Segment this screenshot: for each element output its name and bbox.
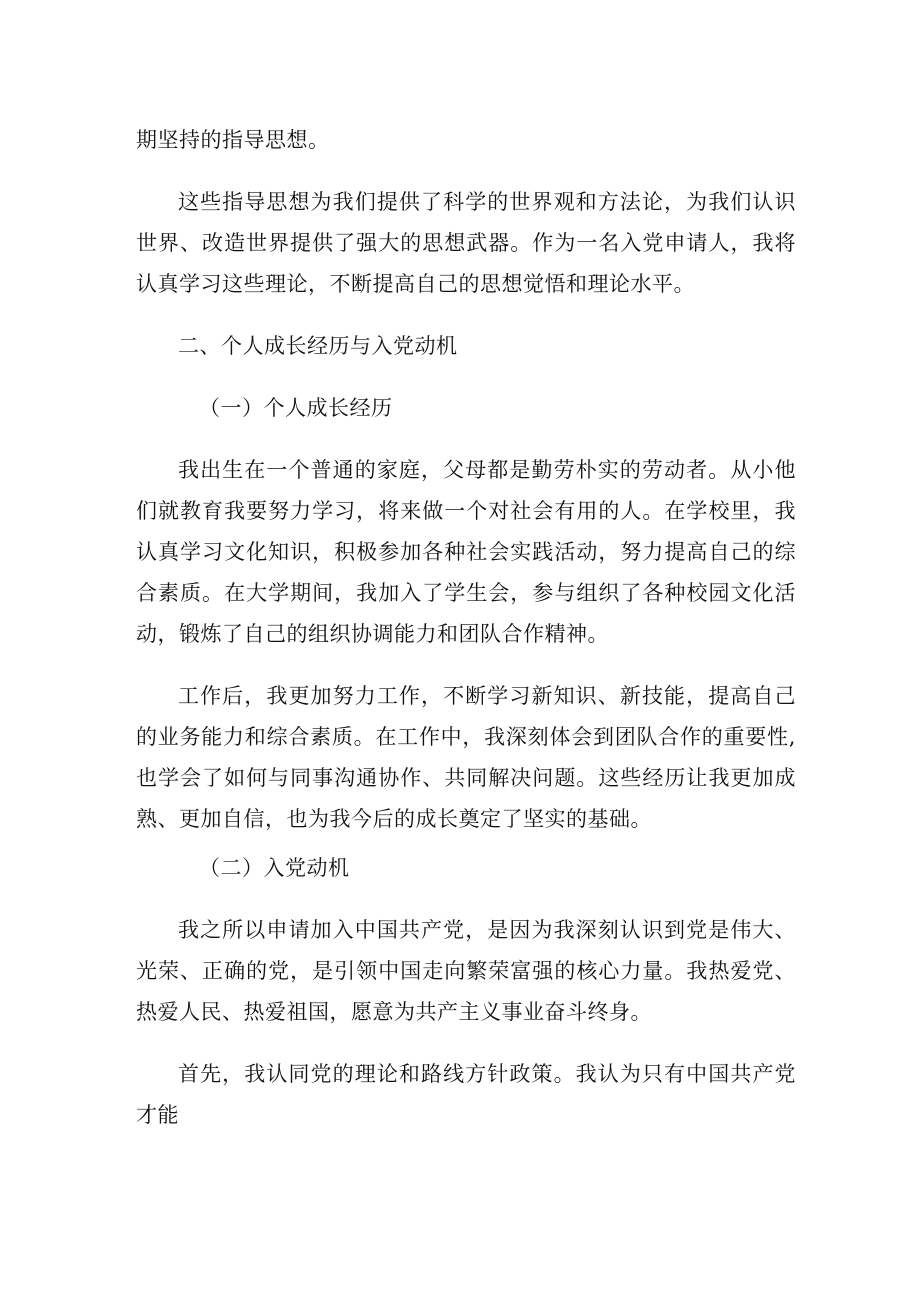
subsection-heading-growth: （一）个人成长经历 <box>199 396 393 420</box>
document-body <box>136 120 796 1157</box>
paragraph-work: 工作后，我更加努力工作，不断学习新知识、新技能，提高自己的业务能力和综合素质。在工作中，我深刻体会到团队合作的重要性,也学会了如何与同事沟通协作、共同解决问题。这些经历让我更加成熟、更加自信，也为我今后的成长奠定了坚实的基础。 <box>136 684 796 831</box>
subsection-heading-motivation: （二）入党动机 <box>199 856 350 880</box>
paragraph-first-reason: 首先，我认同党的理论和路线方针政策。我认为只有中国共产党才能 <box>136 1062 796 1127</box>
paragraph-motivation: 我之所以申请加入中国共产党，是因为我深刻认识到党是伟大、光荣、正确的党，是引领中国走向繁荣富强的核心力量。我热爱党、热爱人民、热爱祖国，愿意为共产主义事业奋斗终身。 <box>136 918 796 1024</box>
paragraph-continued: 期坚持的指导思想。 <box>136 128 330 152</box>
section-heading: 二、个人成长经历与入党动机 <box>178 334 458 358</box>
paragraph-guiding-thought: 这些指导思想为我们提供了科学的世界观和方法论，为我们认识世界、改造世界提供了强大的思想武器。作为一名入党申请人，我将认真学习这些理论，不断提高自己的思想觉悟和理论水平。 <box>136 190 796 296</box>
paragraph-family-school: 我出生在一个普通的家庭，父母都是勤劳朴实的劳动者。从小他们就教育我要努力学习，将来做一个对社会有用的人。在学校里，我认真学习文化知识，积极参加各种社会实践活动，努力提高自己的综合素质。在大学期间，我加入了学生会，参与组织了各种校园文化活动，锻炼了自己的组织协调能力和团队合作精神。 <box>136 458 796 646</box>
